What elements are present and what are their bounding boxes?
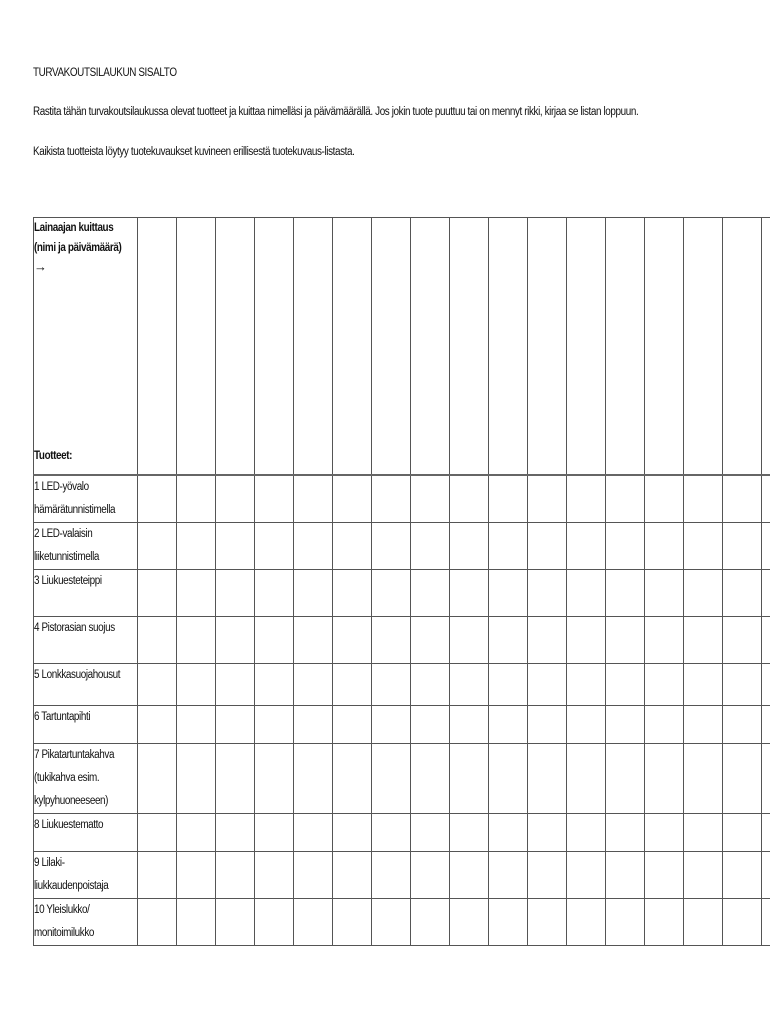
check-cell[interactable] [723,570,762,617]
check-cell[interactable] [333,706,372,744]
check-cell[interactable] [138,475,177,523]
check-cell[interactable] [138,523,177,570]
check-cell[interactable] [177,814,216,852]
signature-cell[interactable] [489,218,528,476]
check-cell[interactable] [567,852,606,899]
check-cell[interactable] [684,617,723,664]
product-name-cell [34,706,138,744]
check-cell[interactable] [528,523,567,570]
check-cell[interactable] [255,814,294,852]
check-cell[interactable] [684,852,723,899]
check-cell[interactable] [450,664,489,706]
check-cell[interactable] [333,617,372,664]
check-cell[interactable] [528,814,567,852]
check-cell[interactable] [645,744,684,814]
check-cell[interactable] [216,570,255,617]
check-cell[interactable] [762,617,770,664]
signature-cell[interactable] [411,218,450,476]
product-name-text: 6 Tartuntapihti [34,711,91,723]
product-row [34,475,770,523]
check-cell[interactable] [606,523,645,570]
check-cell[interactable] [723,899,762,946]
signature-cell[interactable] [138,218,177,476]
check-cell[interactable] [489,664,528,706]
product-name-text: 4 Pistorasian suojus [34,622,115,634]
check-cell[interactable] [762,852,770,899]
check-cell[interactable] [294,664,333,706]
check-cell[interactable] [606,664,645,706]
document-title: TURVAKOUTSILAUKUN SISÄLTÖ [33,67,177,79]
check-cell[interactable] [450,852,489,899]
check-cell[interactable] [567,570,606,617]
check-cell[interactable] [489,852,528,899]
product-name-text: 1 LED-yövalo [34,481,89,493]
check-cell[interactable] [606,744,645,814]
check-cell[interactable] [411,475,450,523]
check-cell[interactable] [489,814,528,852]
check-cell[interactable] [450,523,489,570]
checklist-table [33,217,770,946]
product-row [34,706,770,744]
check-cell[interactable] [333,744,372,814]
check-cell[interactable] [138,852,177,899]
check-cell[interactable] [333,475,372,523]
check-cell[interactable] [606,617,645,664]
check-cell[interactable] [645,617,684,664]
check-cell[interactable] [294,814,333,852]
check-cell[interactable] [528,570,567,617]
check-cell[interactable] [450,744,489,814]
check-cell[interactable] [450,706,489,744]
product-name-text: kylpyhuoneeseen) [34,795,109,807]
product-name-text: 2 LED-valaisin [34,528,93,540]
check-cell[interactable] [177,475,216,523]
check-cell[interactable] [723,744,762,814]
signature-header-label: Lainaajan kuittaus [34,222,114,234]
check-cell[interactable] [606,899,645,946]
check-cell[interactable] [684,475,723,523]
check-cell[interactable] [606,852,645,899]
check-cell[interactable] [723,664,762,706]
check-cell[interactable] [216,664,255,706]
check-cell[interactable] [294,706,333,744]
check-cell[interactable] [138,744,177,814]
check-cell[interactable] [372,664,411,706]
check-cell[interactable] [177,664,216,706]
signature-cell[interactable] [372,218,411,476]
product-name-cell [34,617,138,664]
check-cell[interactable] [567,744,606,814]
check-cell[interactable] [216,523,255,570]
check-cell[interactable] [177,523,216,570]
product-name-text: liukkaudenpoistaja [34,880,109,892]
check-cell[interactable] [528,744,567,814]
check-cell[interactable] [567,814,606,852]
check-cell[interactable] [489,744,528,814]
check-cell[interactable] [489,475,528,523]
check-cell[interactable] [372,706,411,744]
check-cell[interactable] [177,617,216,664]
product-row [34,664,770,706]
signature-cell[interactable] [333,218,372,476]
check-cell[interactable] [294,475,333,523]
signature-cell[interactable] [762,218,770,476]
check-cell[interactable] [762,706,770,744]
check-cell[interactable] [216,475,255,523]
check-cell[interactable] [645,664,684,706]
product-name-text: 5 Lonkkasuojahousut [34,669,121,681]
check-cell[interactable] [294,570,333,617]
check-cell[interactable] [255,744,294,814]
check-cell[interactable] [684,899,723,946]
signature-cell[interactable] [177,218,216,476]
check-cell[interactable] [177,899,216,946]
signature-cell[interactable] [606,218,645,476]
check-cell[interactable] [411,852,450,899]
check-cell[interactable] [411,617,450,664]
check-cell[interactable] [684,744,723,814]
check-cell[interactable] [372,744,411,814]
right-arrow-icon: → [34,259,47,274]
check-cell[interactable] [138,706,177,744]
check-cell[interactable] [294,617,333,664]
product-name-text: 7 Pikatartuntakahva [34,749,115,761]
check-cell[interactable] [372,523,411,570]
check-cell[interactable] [606,475,645,523]
check-cell[interactable] [255,523,294,570]
signature-header-cell [34,218,138,476]
check-cell[interactable] [138,814,177,852]
check-cell[interactable] [606,814,645,852]
check-cell[interactable] [489,617,528,664]
check-cell[interactable] [294,523,333,570]
check-cell[interactable] [216,899,255,946]
check-cell[interactable] [645,523,684,570]
check-cell[interactable] [723,814,762,852]
check-cell[interactable] [294,852,333,899]
check-cell[interactable] [489,523,528,570]
check-cell[interactable] [333,664,372,706]
check-cell[interactable] [333,899,372,946]
product-row [34,744,770,814]
check-cell[interactable] [333,814,372,852]
product-name-cell [34,744,138,814]
check-cell[interactable] [372,899,411,946]
check-cell[interactable] [216,814,255,852]
check-cell[interactable] [138,617,177,664]
check-cell[interactable] [255,570,294,617]
check-cell[interactable] [216,706,255,744]
signature-cell[interactable] [294,218,333,476]
check-cell[interactable] [372,852,411,899]
product-name-text: (tukikahva esim. [34,772,100,784]
check-cell[interactable] [762,814,770,852]
check-cell[interactable] [645,814,684,852]
check-cell[interactable] [177,852,216,899]
check-cell[interactable] [528,475,567,523]
check-cell[interactable] [255,706,294,744]
product-row [34,523,770,570]
check-cell[interactable] [333,852,372,899]
check-cell[interactable] [138,664,177,706]
header-row [34,218,770,476]
check-cell[interactable] [567,899,606,946]
check-cell[interactable] [411,814,450,852]
product-name-cell [34,570,138,617]
product-name-text: 9 Lilaki- [34,857,65,869]
check-cell[interactable] [567,664,606,706]
check-cell[interactable] [138,899,177,946]
check-cell[interactable] [294,899,333,946]
check-cell[interactable] [372,617,411,664]
product-name-text: liiketunnistimella [34,551,100,563]
signature-cell[interactable] [255,218,294,476]
check-cell[interactable] [567,706,606,744]
signature-header-sublabel: (nimi ja päivämäärä) [34,242,122,254]
check-cell[interactable] [723,706,762,744]
product-row [34,617,770,664]
check-cell[interactable] [450,899,489,946]
check-cell[interactable] [489,570,528,617]
check-cell[interactable] [645,706,684,744]
check-cell[interactable] [684,814,723,852]
check-cell[interactable] [216,617,255,664]
signature-cell[interactable] [567,218,606,476]
check-cell[interactable] [333,523,372,570]
signature-cell[interactable] [216,218,255,476]
check-cell[interactable] [528,664,567,706]
check-cell[interactable] [528,899,567,946]
product-name-text: monitoimilukko [34,927,94,939]
product-name-text: 10 Yleislukko/ [34,904,90,916]
product-row [34,570,770,617]
product-name-text: hämärätunnistimella [34,504,116,516]
check-cell[interactable] [762,570,770,617]
check-cell[interactable] [645,899,684,946]
product-name-cell [34,852,138,899]
check-cell[interactable] [684,706,723,744]
products-label: Tuotteet: [34,450,73,462]
check-cell[interactable] [684,523,723,570]
product-name-text: 8 Liukuestematto [34,819,104,831]
check-cell[interactable] [645,475,684,523]
check-cell[interactable] [528,617,567,664]
signature-cell[interactable] [450,218,489,476]
instructions-text: Rastita tähän turvakoutsilaukussa olevat tuotteet ja kuittaa nimelläsi ja päivämäärällä. Jos jokin tuote puuttuu tai on mennyt rikki, kirjaa se listan loppuun. [33,106,639,118]
signature-cell[interactable] [645,218,684,476]
check-cell[interactable] [177,570,216,617]
check-cell[interactable] [372,475,411,523]
check-cell[interactable] [450,570,489,617]
check-cell[interactable] [762,744,770,814]
check-cell[interactable] [606,570,645,617]
check-cell[interactable] [216,852,255,899]
check-cell[interactable] [411,664,450,706]
check-cell[interactable] [294,744,333,814]
check-cell[interactable] [762,475,770,523]
check-cell[interactable] [372,570,411,617]
check-cell[interactable] [255,852,294,899]
check-cell[interactable] [177,744,216,814]
check-cell[interactable] [567,617,606,664]
check-cell[interactable] [723,617,762,664]
check-cell[interactable] [567,475,606,523]
product-row [34,852,770,899]
product-row [34,899,770,946]
check-cell[interactable] [762,523,770,570]
check-cell[interactable] [450,475,489,523]
check-cell[interactable] [528,706,567,744]
check-cell[interactable] [411,744,450,814]
check-cell[interactable] [762,899,770,946]
product-name-text: 3 Liukuesteteippi [34,575,102,587]
product-name-cell [34,523,138,570]
check-cell[interactable] [411,706,450,744]
check-cell[interactable] [567,523,606,570]
check-cell[interactable] [606,706,645,744]
product-description-note: Kaikista tuotteista löytyy tuotekuvaukset kuvineen erillisestä tuotekuvaus-listasta. [33,146,355,158]
check-cell[interactable] [723,523,762,570]
signature-cell[interactable] [684,218,723,476]
check-cell[interactable] [684,664,723,706]
product-name-cell [34,475,138,523]
check-cell[interactable] [177,706,216,744]
check-cell[interactable] [138,570,177,617]
check-cell[interactable] [255,899,294,946]
check-cell[interactable] [723,852,762,899]
check-cell[interactable] [645,570,684,617]
check-cell[interactable] [333,570,372,617]
product-name-cell [34,899,138,946]
check-cell[interactable] [216,744,255,814]
check-cell[interactable] [372,814,411,852]
check-cell[interactable] [411,523,450,570]
check-cell[interactable] [489,899,528,946]
check-cell[interactable] [411,899,450,946]
check-cell[interactable] [411,570,450,617]
check-cell[interactable] [450,814,489,852]
check-cell[interactable] [723,475,762,523]
signature-cell[interactable] [723,218,762,476]
check-cell[interactable] [762,664,770,706]
check-cell[interactable] [255,617,294,664]
check-cell[interactable] [528,852,567,899]
product-name-cell [34,664,138,706]
product-name-cell [34,814,138,852]
product-row [34,814,770,852]
check-cell[interactable] [255,664,294,706]
check-cell[interactable] [684,570,723,617]
signature-cell[interactable] [528,218,567,476]
check-cell[interactable] [645,852,684,899]
check-cell[interactable] [450,617,489,664]
check-cell[interactable] [489,706,528,744]
check-cell[interactable] [255,475,294,523]
